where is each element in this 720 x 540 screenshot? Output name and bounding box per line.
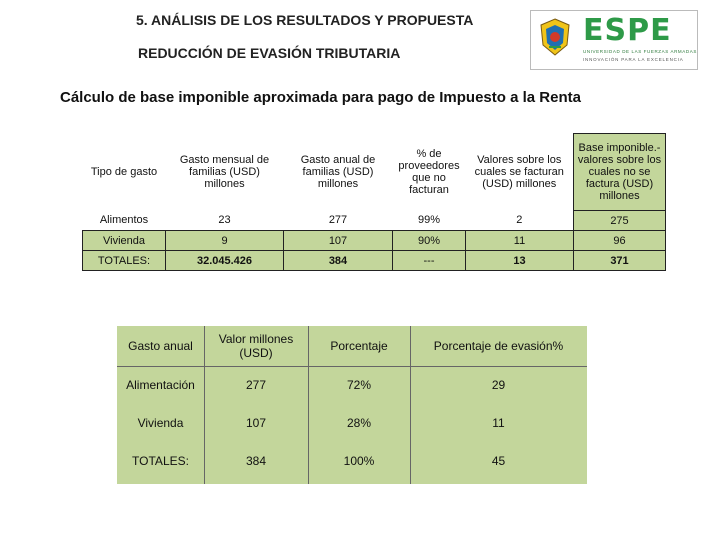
table-cell: 107 — [245, 416, 267, 430]
table-cell: --- — [393, 251, 466, 271]
header-cell: Gasto anual de familias (USD) millones — [300, 154, 376, 190]
table-cell: 277 — [328, 214, 348, 227]
table-row — [83, 231, 666, 251]
header-cell: Valores sobre los cuales se facturan (USD) millones — [474, 154, 564, 190]
header-cell: Gasto mensual de familias (USD) millones — [179, 154, 270, 190]
page-title: 5. ANÁLISIS DE LOS RESULTADOS Y PROPUESTA — [136, 12, 474, 28]
table-cell: 384 — [284, 251, 393, 271]
table-cell: 23 — [218, 214, 231, 227]
section-title: Cálculo de base imponible aproximada para pago de Impuesto a la Renta — [60, 89, 581, 106]
table-cell: 9 — [166, 231, 284, 251]
table-cell: Alimentos — [99, 214, 149, 227]
table-cell: 275 — [574, 211, 666, 231]
university-seal-icon — [537, 17, 573, 57]
table-cell: 100% — [343, 454, 375, 468]
page-subtitle: REDUCCIÓN DE EVASIÓN TRIBUTARIA — [138, 45, 401, 61]
table-cell: 11 — [466, 231, 574, 251]
table-cell: TOTALES: — [83, 251, 166, 271]
table-cell: 107 — [284, 231, 393, 251]
table-cell: 384 — [245, 454, 267, 468]
table-cell: 32.045.426 — [166, 251, 284, 271]
table-cell: 2 — [516, 214, 523, 227]
header-cell: Porcentaje de evasión% — [433, 339, 564, 353]
header-cell: Tipo de gasto — [90, 166, 158, 178]
table-row-totals — [83, 251, 666, 271]
table-cell: 96 — [574, 231, 666, 251]
table-cell: Alimentación — [126, 378, 195, 392]
table-cell: 72% — [346, 378, 372, 392]
table-cell: TOTALES: — [132, 454, 189, 468]
header-cell: Valor millones (USD) — [218, 332, 294, 360]
table-cell: 13 — [466, 251, 574, 271]
header-cell: % de proveedores que no facturan — [398, 148, 460, 196]
table-cell: Vivienda — [137, 416, 184, 430]
table-cell: 99% — [417, 214, 441, 227]
table-row — [83, 211, 666, 231]
logo-line-1: UNIVERSIDAD DE LAS FUERZAS ARMADAS — [583, 49, 697, 54]
table-cell: 90% — [393, 231, 466, 251]
logo-line-2: INNOVACIÓN PARA LA EXCELENCIA — [583, 57, 684, 62]
table-header-row — [83, 134, 666, 211]
espe-logo — [530, 10, 698, 70]
table-cell: 45 — [491, 454, 506, 468]
table-cell: 28% — [346, 416, 372, 430]
table-cell: Vivienda — [83, 231, 166, 251]
header-cell: Porcentaje — [330, 339, 388, 353]
evasion-table — [117, 326, 587, 484]
logo-brand: ESPE — [583, 13, 672, 48]
tax-base-table — [82, 133, 666, 271]
table-cell: 29 — [491, 378, 506, 392]
table-cell: 277 — [245, 378, 267, 392]
table-cell: 371 — [574, 251, 666, 271]
table-cell: 11 — [492, 416, 505, 430]
header-cell: Gasto anual — [128, 339, 193, 353]
header-cell: Base imponible.- valores sobre los cuales no se factura (USD) millones — [574, 134, 666, 211]
